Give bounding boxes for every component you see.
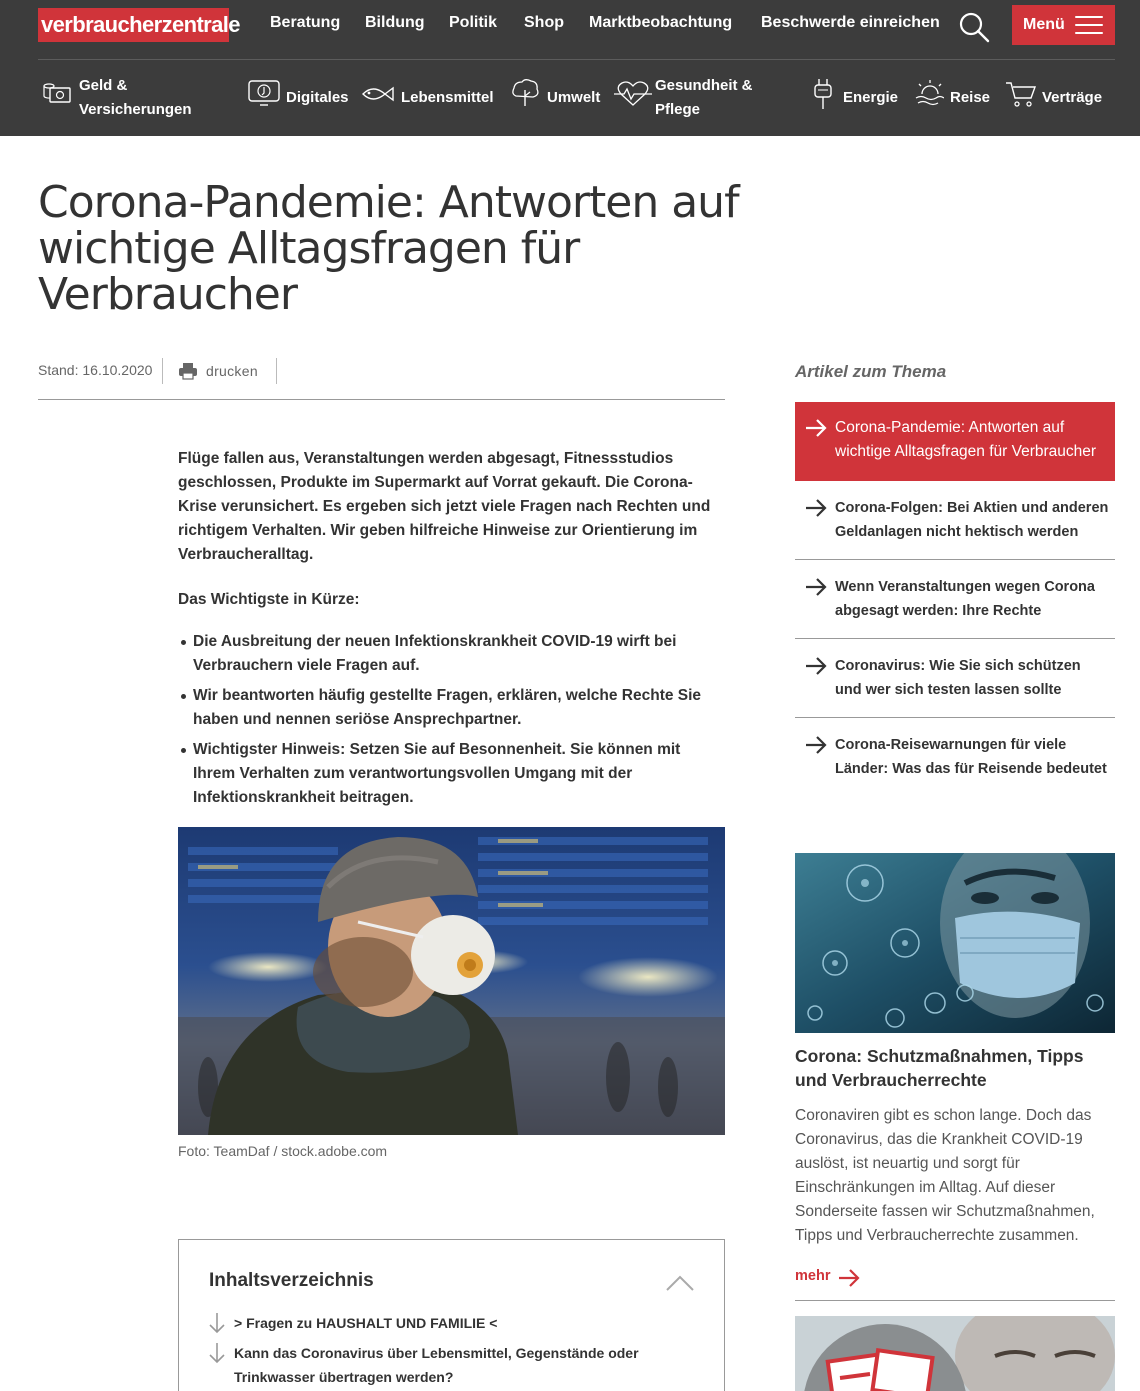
sidebar-item[interactable] bbox=[795, 654, 1115, 704]
heartbeat-icon bbox=[614, 80, 652, 108]
category-label: Reise bbox=[950, 89, 991, 106]
sidebar-item[interactable] bbox=[795, 575, 1115, 625]
article-date: Stand: 16.10.2020 bbox=[38, 362, 153, 378]
category-label: Geld & bbox=[79, 77, 128, 94]
money-icon bbox=[42, 80, 72, 108]
arrow-down-icon bbox=[209, 1312, 225, 1334]
teaser-text: Coronaviren gibt es schon lange. Doch das Coronavirus, das die Krankheit COVID-19 auslöst, ist neuartig und sorgt für Einschränkungen im Alltag. Auf dieser Sonderseite fassen wir Schutzmaßnahmen, Tipps und Verbraucherrechte zusammen. bbox=[795, 1107, 1095, 1244]
sidebar-item[interactable] bbox=[795, 496, 1115, 546]
title-line: wichtige Alltagsfragen für bbox=[38, 223, 580, 274]
category-label: Umwelt bbox=[547, 89, 601, 106]
sidebar-divider bbox=[795, 559, 1115, 560]
monitor-icon bbox=[248, 80, 280, 108]
teaser-divider bbox=[795, 1300, 1115, 1301]
more-link[interactable]: mehr bbox=[795, 1268, 831, 1284]
list-item: Die Ausbreitung der neuen Infektionskrankheit COVID-19 wirft bei Verbrauchern viele Fragen auf. bbox=[193, 630, 725, 678]
sidebar-item-active[interactable] bbox=[795, 402, 1115, 481]
meta-divider bbox=[38, 399, 725, 400]
nav-politik[interactable]: Politik bbox=[449, 14, 498, 31]
cart-icon bbox=[1005, 80, 1037, 108]
toc-link[interactable]: Kann das Coronavirus über Lebensmittel, Gegenstände oder Trinkwasser übertragen werden? bbox=[234, 1345, 639, 1385]
menu-label: Menü bbox=[1023, 16, 1065, 33]
fish-icon bbox=[361, 82, 397, 106]
sidebar-item-label: Coronavirus: Wie Sie sich schützen und wer sich testen lassen sollte bbox=[835, 658, 1081, 698]
category-label: Digitales bbox=[286, 89, 349, 106]
article-photo bbox=[178, 827, 725, 1135]
plug-icon bbox=[812, 78, 834, 110]
sun-icon bbox=[914, 78, 944, 108]
nav-bildung[interactable]: Bildung bbox=[365, 14, 425, 31]
site-header bbox=[0, 0, 1140, 136]
summary-list bbox=[193, 630, 725, 816]
title-line: Verbraucher bbox=[38, 269, 297, 320]
category-label: Lebensmittel bbox=[401, 89, 494, 106]
nav-beschwerde[interactable]: Beschwerde einreichen bbox=[761, 14, 940, 31]
arrow-right-icon bbox=[805, 499, 827, 517]
sidebar-divider bbox=[795, 717, 1115, 718]
nav-marktbeobachtung[interactable]: Marktbeobachtung bbox=[589, 14, 733, 31]
header-divider bbox=[38, 59, 1115, 60]
teaser-heading[interactable]: Corona: Schutzmaßnahmen, Tipps und Verbraucherrechte bbox=[795, 1046, 1084, 1090]
toc-heading: Inhaltsverzeichnis bbox=[209, 1270, 374, 1291]
toc-link[interactable]: > Fragen zu HAUSHALT UND FAMILIE < bbox=[234, 1315, 498, 1331]
list-item: Wichtigster Hinweis: Setzen Sie auf Besonnenheit. Sie können mit Ihrem Verhalten zum verantwortungsvollen Umgang mit der Infektionskrankheit beitragen. bbox=[193, 738, 725, 810]
meta-separator bbox=[162, 358, 163, 384]
menu-button[interactable] bbox=[1012, 5, 1115, 45]
sidebar-heading: Artikel zum Thema bbox=[795, 362, 947, 381]
arrow-right-icon bbox=[805, 419, 827, 437]
printer-icon[interactable] bbox=[178, 362, 198, 380]
sidebar-item-label: Wenn Veranstaltungen wegen Corona abgesagt werden: Ihre Rechte bbox=[835, 579, 1095, 619]
category-label: Versicherungen bbox=[79, 101, 192, 118]
list-item: Wir beantworten häufig gestellte Fragen, erklären, welche Rechte Sie haben und nennen seriöse Ansprechpartner. bbox=[193, 684, 725, 732]
arrow-right-icon bbox=[805, 736, 827, 754]
sidebar-item-label: Corona-Pandemie: Antworten auf wichtige Alltagsfragen für Verbraucher bbox=[835, 419, 1097, 460]
sidebar-item-label: Corona-Reisewarnungen für viele Länder: Was das für Reisende bedeutet bbox=[835, 737, 1107, 777]
search-icon[interactable] bbox=[958, 10, 992, 44]
article-intro: Flüge fallen aus, Veranstaltungen werden abgesagt, Fitnessstudios geschlossen, Produkte im Supermarkt auf Vorrat gekauft. Die Corona-Krise verunsichert. Es ergeben sich jetzt viele Fragen nach Rechten und richtigem Verhalten. Wir geben hilfreiche Hinweise zur Orientierung im Verbraucheralltag. bbox=[178, 450, 711, 563]
arrow-right-icon[interactable] bbox=[838, 1269, 860, 1287]
sidebar-item-label: Corona-Folgen: Bei Aktien und anderen Geldanlagen nicht hektisch werden bbox=[835, 500, 1109, 540]
photo-caption: Foto: TeamDaf / stock.adobe.com bbox=[178, 1143, 388, 1159]
arrow-right-icon bbox=[805, 657, 827, 675]
meta-separator bbox=[276, 358, 277, 384]
teaser-image[interactable] bbox=[795, 853, 1115, 1033]
table-of-contents bbox=[178, 1239, 725, 1391]
category-label: Pflege bbox=[655, 101, 701, 118]
category-label: Verträge bbox=[1042, 89, 1103, 106]
hamburger-icon bbox=[1075, 16, 1103, 34]
print-link[interactable]: drucken bbox=[206, 363, 258, 379]
sidebar-item[interactable] bbox=[795, 733, 1115, 783]
arrow-right-icon bbox=[805, 578, 827, 596]
sidebar-divider bbox=[795, 638, 1115, 639]
teaser-image-2[interactable] bbox=[795, 1316, 1115, 1391]
category-label: Gesundheit & bbox=[655, 77, 753, 94]
category-label: Energie bbox=[843, 89, 899, 106]
site-logo[interactable]: verbraucherzentrale bbox=[38, 8, 229, 42]
page-title bbox=[38, 177, 758, 320]
title-line: Corona-Pandemie: Antworten auf bbox=[38, 177, 739, 228]
nav-beratung[interactable]: Beratung bbox=[270, 14, 341, 31]
nav-shop[interactable]: Shop bbox=[524, 14, 564, 31]
chevron-up-icon[interactable] bbox=[665, 1274, 695, 1292]
arrow-down-icon bbox=[209, 1342, 225, 1364]
summary-heading: Das Wichtigste in Kürze: bbox=[178, 591, 360, 608]
tree-icon bbox=[510, 78, 540, 108]
